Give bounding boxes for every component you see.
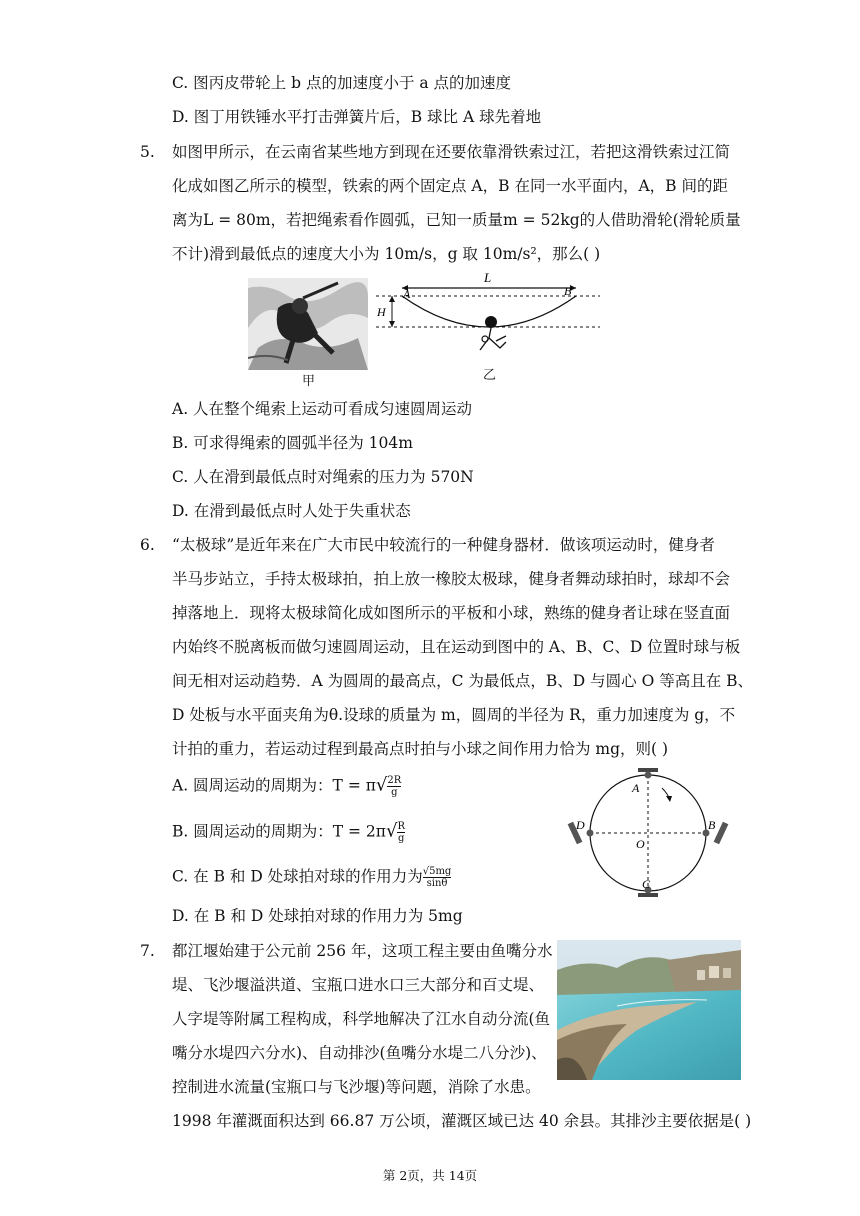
- label-L: L: [484, 270, 492, 285]
- option-b-den: g: [398, 833, 405, 844]
- question-6-line-1: “太极球”是近年来在广大市民中较流行的一种健身器材．做该项运动时，健身者: [172, 536, 715, 554]
- figure-label-jia: 甲: [302, 374, 316, 389]
- zipline-photo: [248, 278, 368, 370]
- label-A: A: [632, 781, 640, 795]
- label-D: D: [576, 818, 585, 832]
- question-5-line-4: 不计)滑到最低点的速度大小为 10m/s，g 取 10m/s²，那么( ): [172, 245, 601, 263]
- question-5-line-2: 化成如图乙所示的模型，铁索的两个固定点 A，B 在同一水平面内，A，B 间的距: [172, 177, 728, 195]
- question-6-option-d[interactable]: D. 在 B 和 D 处球拍对球的作用力为 5mg: [172, 907, 463, 925]
- option-a-text: A. 圆周运动的周期为：T = π: [172, 776, 376, 795]
- label-B: B: [708, 818, 716, 832]
- question-5-line-1: 如图甲所示，在云南省某些地方到现在还要依靠滑铁索过江，若把这滑铁索过江简: [172, 143, 731, 161]
- question-6-line-7: 计拍的重力，若运动过程到最高点时拍与小球之间作用力恰为 mg，则( ): [172, 740, 669, 758]
- question-7-line-2: 堤、飞沙堰溢洪道、宝瓶口进水口三大部分和百丈堤、: [172, 976, 545, 994]
- option-a-den: g: [387, 786, 401, 798]
- question-6-number: 6.: [140, 536, 155, 554]
- label-H: H: [377, 305, 386, 319]
- taiji-circle-diagram: [560, 766, 740, 900]
- question-7-number: 7.: [140, 942, 155, 960]
- question-7-line-3: 人字堤等附属工程构成，科学地解决了江水自动分流(鱼: [172, 1010, 551, 1028]
- prev-option-c: C. 图丙皮带轮上 b 点的加速度小于 a 点的加速度: [172, 74, 512, 92]
- question-7-line-4: 嘴分水堤四六分水)、自动排沙(鱼嘴分水堤二八分沙)、: [172, 1044, 547, 1062]
- option-c-text: C. 在 B 和 D 处球拍对球的作用力为: [172, 867, 423, 886]
- label-B: B: [564, 284, 572, 298]
- question-6-option-a[interactable]: A. 圆周运动的周期为：T = π√ $\frac{2R}{g}$: [172, 774, 402, 798]
- question-6-option-b[interactable]: B. 圆周运动的周期为：T = 2π√ $\frac{R}{g}$: [172, 820, 405, 844]
- label-A: A: [403, 287, 411, 301]
- option-b-num: R: [397, 821, 405, 832]
- option-a-num: 2R: [387, 775, 402, 786]
- question-5-option-a[interactable]: A. 人在整个绳索上运动可看成匀速圆周运动: [172, 400, 473, 418]
- question-5-option-c[interactable]: C. 人在滑到最低点时对绳索的压力为 570N: [172, 468, 474, 486]
- question-6-option-c[interactable]: [172, 866, 451, 889]
- option-c-den: sinθ: [423, 877, 452, 889]
- question-5-option-b[interactable]: B. 可求得绳索的圆弧半径为 104m: [172, 434, 413, 452]
- label-O: O: [636, 837, 645, 851]
- question-7-line-5: 控制进水流量(宝瓶口与飞沙堰)等问题，消除了水患。: [172, 1078, 541, 1096]
- question-6-line-2: 半马步站立，手持太极球拍，拍上放一橡胶太极球，健身者舞动球拍时，球却不会: [172, 570, 731, 588]
- question-5-option-d[interactable]: D. 在滑到最低点时人处于失重状态: [172, 502, 411, 520]
- dujiangyan-photo: [557, 940, 741, 1080]
- label-C: C: [642, 877, 651, 891]
- question-6-line-6: D 处板与水平面夹角为θ.设球的质量为 m，圆周的半径为 R，重力加速度为 g，不: [172, 706, 736, 724]
- option-b-text: B. 圆周运动的周期为：T = 2π: [172, 822, 386, 841]
- question-6-line-5: 间无相对运动趋势．A 为圆周的最高点，C 为最低点，B、D 与圆心 O 等高且在 B、: [172, 672, 754, 690]
- question-7-line-6: 1998 年灌溉面积达到 66.87 万公顷，灌溉区域已达 40 余县。其排沙主要依据是( ): [172, 1112, 752, 1130]
- question-7-line-1: 都江堰始建于公元前 256 年，这项工程主要由鱼嘴分水: [172, 942, 553, 960]
- question-6-line-3: 掉落地上．现将太极球简化成如图所示的平板和小球，熟练的健身者让球在竖直面: [172, 604, 731, 622]
- figure-label-yi: 乙: [483, 368, 497, 383]
- question-5-line-3: 离为L = 80m，若把绳索看作圆弧，已知一质量m = 52kg的人借助滑轮(滑轮质量: [172, 211, 741, 229]
- prev-option-d: D. 图丁用铁锤水平打击弹簧片后，B 球比 A 球先着地: [172, 108, 542, 126]
- option-c-num: √5mg: [422, 866, 452, 877]
- page-footer: 第 2页，共 14页: [382, 1168, 478, 1183]
- question-5-number: 5.: [140, 143, 155, 161]
- question-6-line-4: 内始终不脱离板而做匀速圆周运动，且在运动到图中的 A、B、C、D 位置时球与板: [172, 638, 741, 656]
